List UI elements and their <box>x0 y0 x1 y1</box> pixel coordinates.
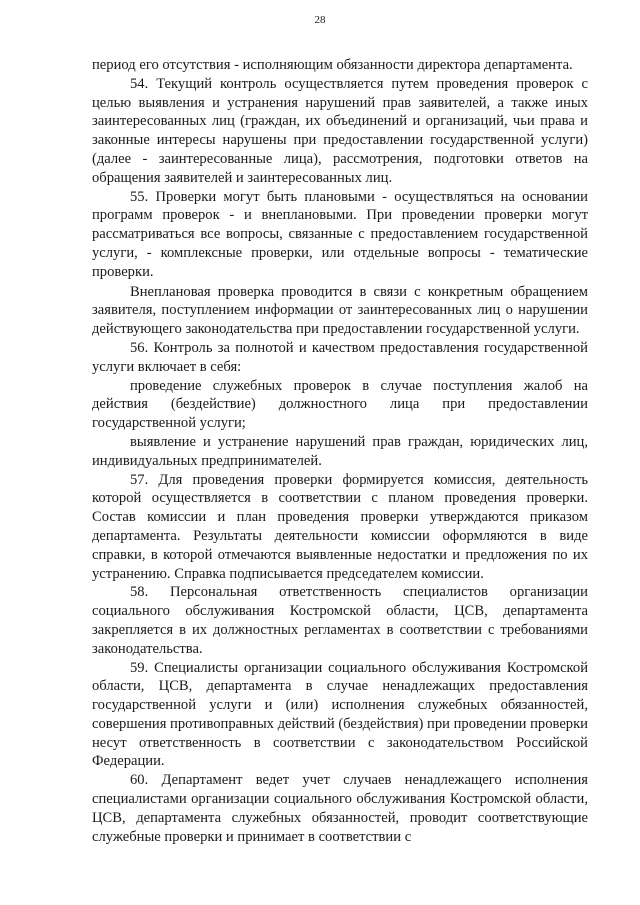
paragraph-56: 56. Контроль за полнотой и качеством предоставления государственной услуги включает в себя: <box>92 339 588 375</box>
paragraph-58: 58. Персональная ответственность специалистов организации социального обслуживания Костромской области, ЦСВ, департамента закрепляется в их должностных регламентах в соответствии с требованиями законодательства. <box>92 584 588 657</box>
paragraph-continuation: период его отсутствия - исполняющим обязанности директора департамента. <box>92 57 573 73</box>
paragraph-56-item-1: проведение служебных проверок в случае поступления жалоб на действия (бездействие) должностного лица при предоставлении государственной услуги; <box>92 377 588 432</box>
paragraph-unscheduled-inspection: Внеплановая проверка проводится в связи с конкретным обращением заявителя, поступлением информации от заинтересованных лиц о нарушении действующего законодательства при предоставлении государственной услуги. <box>92 283 588 338</box>
paragraph-54: 54. Текущий контроль осуществляется путем проведения проверок с целью выявления и устранения нарушений прав заявителей, а также иных заинтересованных лиц (граждан, их объединений и организаций, чьи права и законные интересы нарушены при предоставлении государственной услуги) (далее - заинтересованные лица), рассмотрения, подготовки ответов на обращения заявителей и заинтересованных лиц. <box>92 75 588 186</box>
paragraph-55: 55. Проверки могут быть плановыми - осуществляться на основании программ проверок - и внеплановыми. При проведении проверки могут рассматриваться все вопросы, связанные с предоставлением государственной услуги, - комплексные проверки, или отдельные вопросы - тематические проверки. <box>92 188 588 280</box>
paragraph-57: 57. Для проведения проверки формируется комиссия, деятельность которой осуществляется в соответствии с планом проведения проверки. Состав комиссии и план проведения проверки утверждаются приказом департамента. Результаты деятельности комиссии оформляются в виде справки, в которой отмечаются выявленные недостатки и предложения по их устранению. Справка подписывается председателем комиссии. <box>92 471 588 582</box>
paragraph-59: 59. Специалисты организации социального обслуживания Костромской области, ЦСВ, департамента в случае ненадлежащих предоставления государственной услуги и (или) исполнения служебных обязанностей, совершения противоправных действий (бездействия) при проведении проверки несут ответственность в соответствии с законодательством Российской Федерации. <box>92 659 588 770</box>
page-number: 28 <box>314 14 326 26</box>
document-body <box>92 56 588 846</box>
paragraph-56-item-2: выявление и устранение нарушений прав граждан, юридических лиц, индивидуальных предпринимателей. <box>92 433 588 469</box>
paragraph-60: 60. Департамент ведет учет случаев ненадлежащего исполнения специалистами организации социального обслуживания Костромской области, ЦСВ, департамента служебных обязанностей, проводит соответствующие служебные проверки и принимает в соответствии с <box>92 772 588 845</box>
